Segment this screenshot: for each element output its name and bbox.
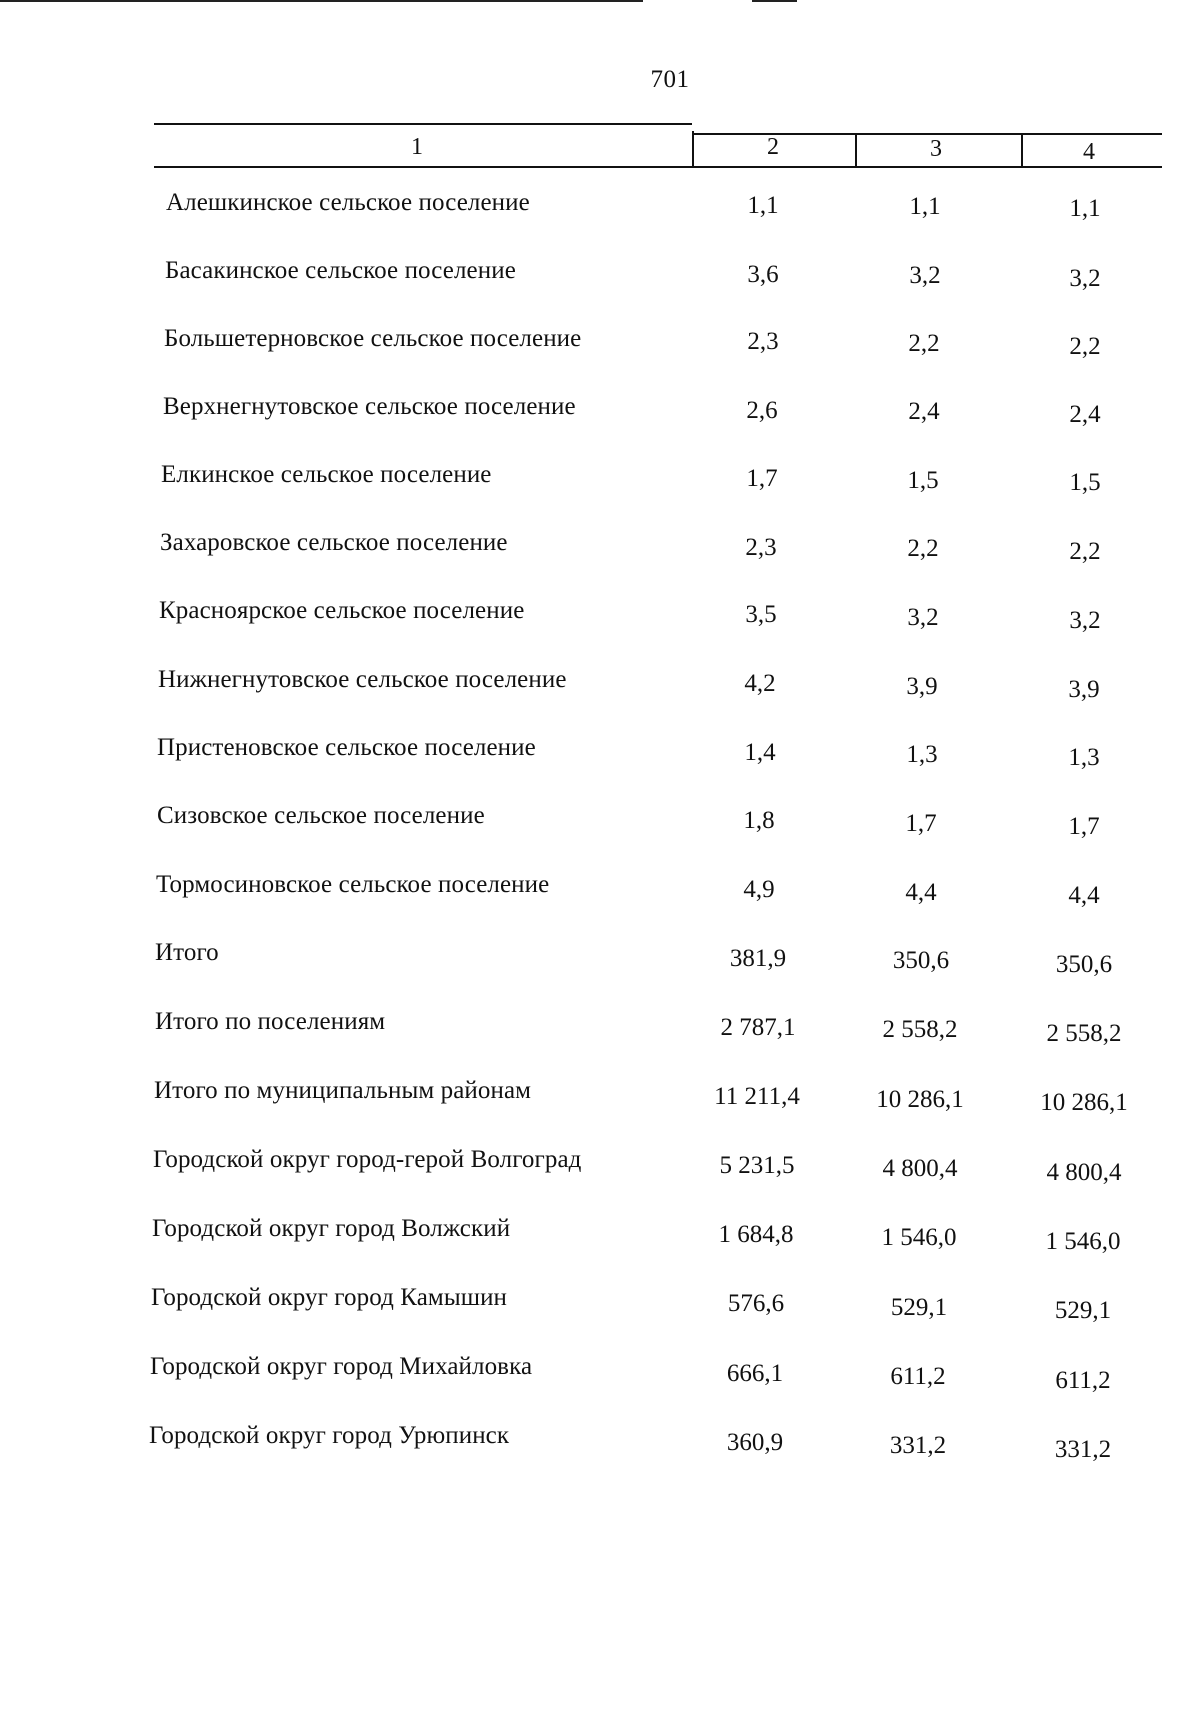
table-row (0, 872, 1200, 912)
header-column-4: 4 (1083, 139, 1095, 165)
row-value-column-4: 350,6 (1055, 951, 1113, 978)
row-value-column-3: 529,1 (890, 1294, 948, 1321)
header-column-3: 3 (930, 136, 942, 162)
header-divider-3 (1021, 135, 1023, 167)
row-value-column-4: 3,2 (1069, 607, 1101, 634)
row-value-column-4: 1 546,0 (1045, 1228, 1121, 1255)
row-value-column-2: 576,6 (727, 1290, 785, 1317)
row-value-column-4: 1,5 (1069, 469, 1101, 496)
row-value-column-4: 4,4 (1068, 882, 1100, 909)
table-row (0, 394, 1200, 434)
row-value-column-4: 2 558,2 (1046, 1020, 1122, 1047)
row-value-column-4: 1,3 (1068, 744, 1100, 771)
row-value-column-2: 1,1 (747, 192, 779, 219)
row-value-column-3: 331,2 (889, 1432, 947, 1459)
table-row (0, 326, 1200, 366)
row-label: Тормосиновское сельское поселение (156, 871, 550, 898)
header-divider-1 (692, 131, 694, 167)
row-label: Итого по муниципальным районам (154, 1077, 532, 1104)
row-value-column-2: 2 787,1 (720, 1014, 796, 1041)
row-value-column-2: 5 231,5 (719, 1152, 795, 1179)
row-value-column-4: 529,1 (1054, 1297, 1112, 1324)
header-column-1: 1 (411, 134, 423, 160)
row-label: Городской округ город Урюпинск (149, 1422, 510, 1449)
row-value-column-2: 1,7 (746, 465, 778, 492)
row-value-column-4: 3,9 (1068, 676, 1100, 703)
row-value-column-2: 4,9 (743, 876, 775, 903)
table-row (0, 190, 1200, 230)
row-value-column-3: 1,5 (907, 467, 939, 494)
row-label: Басакинское сельское поселение (165, 257, 516, 284)
row-value-column-3: 350,6 (892, 947, 950, 974)
row-label: Алешкинское сельское поселение (166, 189, 530, 216)
table-row (0, 803, 1200, 843)
row-value-column-3: 611,2 (890, 1363, 946, 1390)
header-top-line-left (154, 123, 692, 125)
row-value-column-4: 2,2 (1069, 333, 1101, 360)
row-label: Итого по поселениям (155, 1008, 386, 1035)
table-row (0, 530, 1200, 570)
table-row (0, 462, 1200, 502)
row-value-column-4: 4 800,4 (1046, 1159, 1122, 1186)
row-value-column-4: 1,1 (1069, 195, 1101, 222)
table-row (0, 1147, 1200, 1187)
table-row (0, 598, 1200, 638)
table-row (0, 735, 1200, 775)
row-value-column-2: 11 211,4 (714, 1083, 800, 1110)
row-value-column-4: 331,2 (1054, 1436, 1112, 1463)
row-value-column-3: 3,2 (909, 262, 941, 289)
row-value-column-3: 1,7 (905, 810, 937, 837)
row-value-column-4: 2,2 (1069, 538, 1101, 565)
table-row (0, 1078, 1200, 1118)
row-label: Городской округ город-герой Волгоград (153, 1146, 582, 1173)
table-row (0, 1009, 1200, 1049)
row-label: Городской округ город Михайловка (150, 1353, 533, 1380)
row-label: Верхнегнутовское сельское поселение (163, 393, 576, 420)
table-row (0, 1285, 1200, 1325)
row-label: Итого (155, 939, 219, 966)
row-value-column-3: 2,4 (908, 398, 940, 425)
header-bottom-line (154, 166, 1162, 168)
row-value-column-3: 1,3 (906, 741, 938, 768)
row-value-column-2: 4,2 (744, 670, 776, 697)
row-value-column-3: 1,1 (909, 193, 941, 220)
page-number: 701 (650, 66, 690, 93)
row-value-column-3: 2,2 (907, 535, 939, 562)
row-value-column-2: 2,3 (747, 328, 779, 355)
row-value-column-3: 2 558,2 (882, 1016, 958, 1043)
row-value-column-4: 611,2 (1055, 1367, 1111, 1394)
table-row (0, 1423, 1200, 1463)
row-label: Пристеновское сельское поселение (157, 734, 536, 761)
row-value-column-3: 2,2 (908, 330, 940, 357)
row-label: Большетерновское сельское поселение (164, 325, 582, 352)
row-label: Городской округ город Камышин (151, 1284, 508, 1311)
table-row (0, 667, 1200, 707)
row-value-column-2: 3,5 (745, 601, 777, 628)
row-value-column-2: 2,6 (746, 397, 778, 424)
row-value-column-2: 1 684,8 (718, 1221, 794, 1248)
scan-top-edge-left (0, 0, 643, 2)
row-value-column-2: 360,9 (726, 1429, 784, 1456)
row-value-column-4: 1,7 (1068, 813, 1100, 840)
table-row (0, 1354, 1200, 1394)
scan-top-edge-right (752, 0, 797, 2)
row-label: Нижнегнутовское сельское поселение (158, 666, 567, 693)
row-label: Елкинское сельское поселение (161, 461, 492, 488)
row-value-column-4: 2,4 (1069, 401, 1101, 428)
row-value-column-3: 3,9 (906, 673, 938, 700)
row-value-column-2: 666,1 (726, 1360, 784, 1387)
row-value-column-3: 10 286,1 (876, 1086, 964, 1113)
table-row (0, 1216, 1200, 1256)
row-value-column-4: 10 286,1 (1040, 1089, 1128, 1116)
table-row (0, 940, 1200, 980)
header-divider-2 (855, 133, 857, 167)
row-value-column-3: 4,4 (905, 879, 937, 906)
row-label: Сизовское сельское поселение (157, 802, 485, 829)
row-value-column-2: 1,8 (743, 807, 775, 834)
header-column-2: 2 (767, 134, 779, 160)
row-label: Краснoярское сельское поселение (159, 597, 525, 624)
row-label: Городской округ город Волжский (152, 1215, 511, 1242)
row-value-column-2: 1,4 (744, 739, 776, 766)
row-value-column-2: 2,3 (745, 534, 777, 561)
row-value-column-2: 381,9 (729, 945, 787, 972)
row-value-column-2: 3,6 (747, 261, 779, 288)
row-value-column-3: 3,2 (907, 604, 939, 631)
table-row (0, 258, 1200, 298)
row-value-column-3: 4 800,4 (882, 1155, 958, 1182)
row-value-column-3: 1 546,0 (881, 1224, 957, 1251)
row-value-column-4: 3,2 (1069, 265, 1101, 292)
row-label: Захаровское сельское поселение (160, 529, 508, 556)
